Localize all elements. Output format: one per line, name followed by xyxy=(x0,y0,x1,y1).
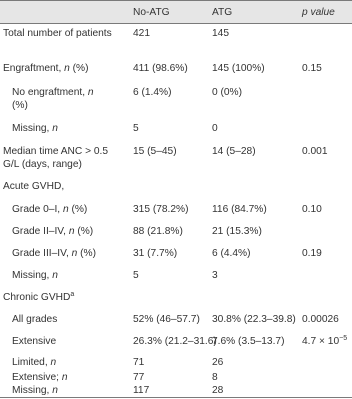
table-header xyxy=(0,0,352,24)
row-label-engraftment: Engraftment, n (%) xyxy=(3,63,89,74)
cell-atg-grade-iii-iv: 6 (4.4%) xyxy=(212,248,251,259)
row-label-grade-0-i: Grade 0–I, n (%) xyxy=(12,204,88,215)
row-label-all-grades: All grades xyxy=(12,314,58,325)
cell-no-atg-grade-iii-iv: 31 (7.7%) xyxy=(133,248,178,259)
row-label-median-anc: Median time ANC > 0.5 G/L (days, range) xyxy=(3,146,109,170)
row-label-extensive: Extensive xyxy=(12,336,57,347)
cell-p-engraftment: 0.15 xyxy=(302,63,322,74)
cell-p-grade-iii-iv: 0.19 xyxy=(302,248,322,259)
row-label-extensive-n: Extensive; n xyxy=(12,372,68,383)
cell-atg-total: 145 xyxy=(212,28,229,39)
cell-atg-missing-1: 0 xyxy=(212,123,218,134)
cell-atg-extensive-n: 8 xyxy=(212,372,218,383)
cell-p-median-anc: 0.001 xyxy=(302,146,328,157)
cell-no-atg-missing-2: 5 xyxy=(133,270,139,281)
row-label-no-engraftment-unit: (%) xyxy=(12,100,28,111)
row-label-chronic-gvhd: Chronic GVHD$^a$ xyxy=(3,291,75,303)
cell-atg-missing-3: 28 xyxy=(212,385,224,396)
row-label-missing-2: Missing, n xyxy=(12,270,58,281)
cell-atg-limited: 26 xyxy=(212,357,224,368)
cell-no-atg-median-anc: 15 (5–45) xyxy=(133,146,177,157)
cell-no-atg-no-engraftment: 6 (1.4%) xyxy=(133,87,172,98)
row-label-limited: Limited, n xyxy=(12,357,57,368)
row-label-missing-3: Missing, n xyxy=(12,385,58,396)
row-label-grade-ii-iv: Grade II–IV, n (%) xyxy=(12,226,94,237)
cell-no-atg-grade-0-i: 315 (78.2%) xyxy=(133,204,189,215)
cell-p-grade-0-i: 0.10 xyxy=(302,204,322,215)
cell-atg-grade-0-i: 116 (84.7%) xyxy=(212,204,267,215)
cell-atg-extensive: 7.6% (3.5–13.7) xyxy=(212,336,285,347)
cell-no-atg-limited: 71 xyxy=(133,357,145,368)
cell-atg-no-engraftment: 0 (0%) xyxy=(212,87,243,98)
cell-no-atg-missing-1: 5 xyxy=(133,123,139,134)
cell-atg-grade-ii-iv: 21 (15.3%) xyxy=(212,226,262,237)
row-label-total-patients: Total number of patients xyxy=(3,28,112,39)
cell-atg-all-grades: 30.8% (22.3–39.8) xyxy=(212,314,296,325)
cell-atg-median-anc: 14 (5–28) xyxy=(212,146,256,157)
cell-atg-engraftment: 145 (100%) xyxy=(212,63,265,74)
cell-atg-missing-2: 3 xyxy=(212,270,218,281)
header-p-value: p value xyxy=(302,7,335,18)
cell-p-extensive: $4.7 \times 10^{-5}$ xyxy=(302,335,348,347)
cell-p-all-grades: 0.00026 xyxy=(302,314,339,325)
row-label-grade-iii-iv: Grade III–IV, n (%) xyxy=(12,248,97,259)
row-label-acute-gvhd: Acute GVHD, xyxy=(3,181,65,192)
row-label-no-engraftment: No engraftment, n xyxy=(12,87,94,98)
header-divider xyxy=(0,23,352,24)
row-label-missing-1: Missing, n xyxy=(12,123,58,134)
cell-no-atg-extensive-n: 77 xyxy=(133,372,145,383)
cell-no-atg-engraftment: 411 (98.6%) xyxy=(133,63,188,74)
cell-no-atg-grade-ii-iv: 88 (21.8%) xyxy=(133,226,183,237)
cell-no-atg-missing-3: 117 xyxy=(133,385,150,396)
header-no-atg: No-ATG xyxy=(133,7,170,18)
table-bottom-rule xyxy=(0,397,352,398)
cell-no-atg-extensive: 26.3% (21.2–31.6) xyxy=(133,336,217,347)
cell-no-atg-total: 421 xyxy=(133,28,150,39)
cell-no-atg-all-grades: 52% (46–57.7) xyxy=(133,314,200,325)
header-atg: ATG xyxy=(212,7,233,18)
